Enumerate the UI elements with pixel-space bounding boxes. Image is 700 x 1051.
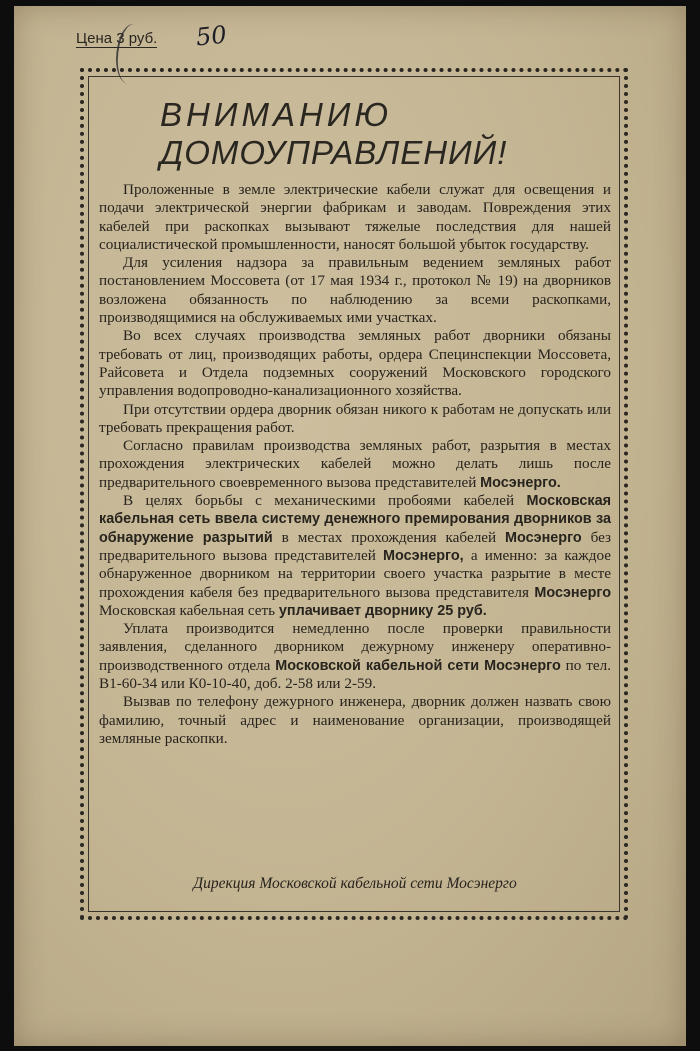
paragraph-1: Проложенные в земле электрические кабели служат для освещения и подачи электрической энергии фабрикам и заводам. Повреждения этих кабелей при раскопках вызывают тяжелые последствия для нашей социалистической промышленности, наносят большой убыток государству. [99, 181, 611, 253]
p6-bold-j: уплачивает дворнику 25 руб. [278, 602, 487, 619]
p6-text-a: В целях борьбы с механическими пробоями кабелей [123, 492, 515, 510]
p6-bold-f: Мосэнерго, [383, 547, 464, 564]
notice-body [99, 181, 611, 748]
paragraph-5 [99, 437, 611, 492]
headline-line-1: ВНИМАНИЮ [160, 96, 393, 133]
p6-text-c: в местах прохождения кабелей [281, 528, 497, 546]
paragraph-5-text: Согласно правилам производства земляных работ, разрытия в местах прохождения электрических кабелей можно делать лишь после предварительного своевременного вызова представителей [99, 437, 611, 491]
p6-text-e: без предварительного вызова представителей [99, 528, 612, 564]
p6-text-g: а именно: за каждое обнаруженное дворником на территории своего участка разрытие в месте прохождения кабеля без предварительного вызова представителя [99, 546, 612, 601]
p7-bold-b: Московской кабельной сети Мосэнерго [275, 657, 561, 674]
p6-bold-d: Мосэнерго [505, 529, 582, 546]
paragraph-6 [99, 492, 611, 620]
p7-text-c: по тел. В1-60-34 или К0-10-40, доб. 2-58 или 2-59. [99, 656, 612, 693]
paragraph-2: Для усиления надзора за правильным ведением земляных работ постановлением Моссовета (от 17 мая 1934 г., протокол № 19) на дворников возложена обязанность по наблюдению за всеми раскопками, производящимися на обслуживаемых ими участках. [99, 254, 611, 327]
price-label: Цена 3 руб. [76, 30, 158, 47]
paragraph-8: Вызвав по телефону дежурного инженера, дворник должен назвать свою фамилию, точный адрес и наименование организации, производящей земляные раскопки. [99, 693, 611, 747]
paragraph-4: При отсутствии ордера дворник обязан никого к работам не допускать или требовать прекращения работ. [99, 400, 611, 436]
signature: Дирекция Московской кабельной сети Мосэнерго [193, 875, 517, 892]
paragraph-7 [99, 620, 611, 693]
p6-bold-h: Мосэнерго [534, 584, 611, 601]
handwritten-note: 50 [194, 20, 228, 52]
headline [160, 96, 600, 172]
paragraph-3: Во всех случаях производства земляных работ дворники обязаны требовать от лиц, производящих работы, ордера Специнспекции Моссовета, Райсовета и Отдела подземных сооружений Московского городского управления водопроводно-канализационного хозяйства. [99, 327, 611, 400]
paragraph-5-bold: Мосэнерго. [480, 474, 561, 491]
headline-line-2: ДОМОУПРАВЛЕНИЙ! [160, 134, 508, 171]
p7-text-a: Уплата производится немедленно после проверки правильности заявления, сделанного дворником дежурному инженеру оперативно-производственного отдела [99, 620, 611, 674]
p6-bold-b: Московская кабельная сеть ввела систему денежного премирования дворников за обнаружение разрытий [99, 493, 612, 546]
p6-text-i: Московская кабельная сеть [99, 601, 276, 619]
